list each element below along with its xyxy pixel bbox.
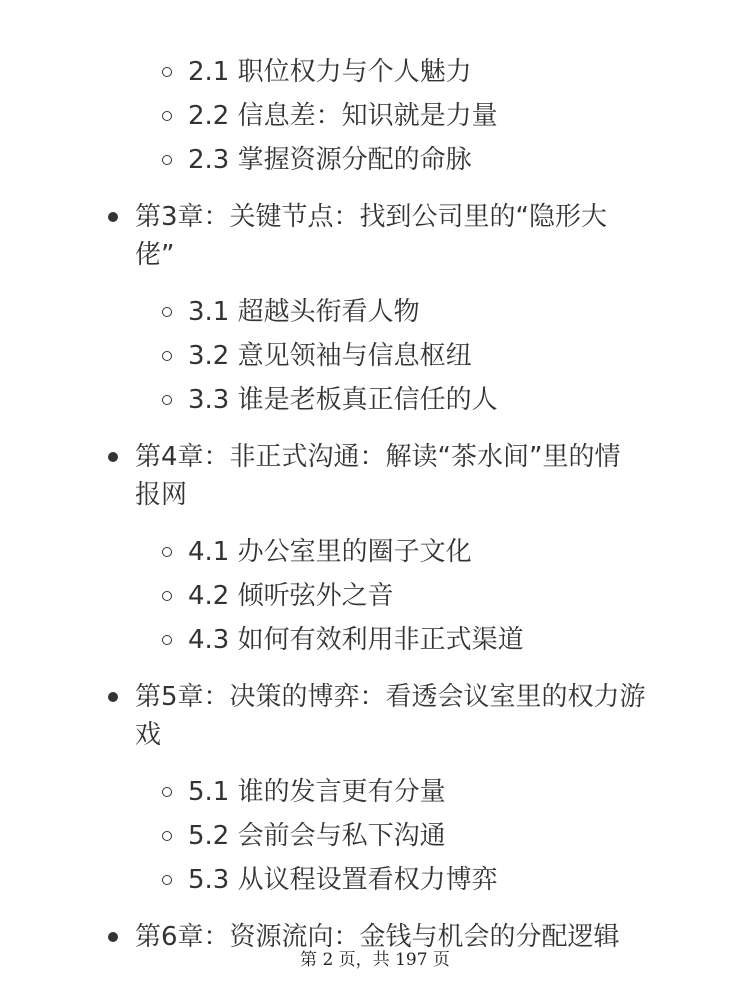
list-bullet-icon: [108, 932, 118, 942]
toc-chapter-5-line1: 第5章：决策的博弈：看透会议室里的权力游: [135, 682, 646, 712]
toc-chapter-4-line1: 第4章：非正式沟通：解读“茶水间”里的情: [135, 442, 621, 472]
toc-subitem-5-3: 5.3 从议程设置看权力博弈: [188, 865, 498, 895]
list-bullet-icon: [162, 831, 172, 841]
list-bullet-icon: [162, 591, 172, 601]
toc-subitem-3-1: 3.1 超越头衔看人物: [188, 297, 420, 327]
toc-chapter-3-line2: 佬”: [135, 240, 175, 270]
toc-chapter-6-line1: 第6章：资源流向：金钱与机会的分配逻辑: [135, 922, 620, 952]
toc-chapter-5-line2: 戏: [135, 720, 162, 750]
toc-subitem-2-2: 2.2 信息差：知识就是力量: [188, 101, 498, 131]
toc-subitem-5-1: 5.1 谁的发言更有分量: [188, 777, 446, 807]
list-bullet-icon: [162, 67, 172, 77]
toc-subitem-5-2: 5.2 会前会与私下沟通: [188, 821, 446, 851]
toc-subitem-2-3: 2.3 掌握资源分配的命脉: [188, 145, 472, 175]
toc-subitem-4-3: 4.3 如何有效利用非正式渠道: [188, 625, 524, 655]
list-bullet-icon: [162, 307, 172, 317]
toc-chapter-3-line1: 第3章：关键节点：找到公司里的“隐形大: [135, 202, 608, 232]
toc-subitem-4-1: 4.1 办公室里的圈子文化: [188, 537, 472, 567]
list-bullet-icon: [162, 351, 172, 361]
list-bullet-icon: [162, 395, 172, 405]
toc-chapter-4-line2: 报网: [135, 480, 188, 510]
list-bullet-icon: [162, 875, 172, 885]
list-bullet-icon: [162, 547, 172, 557]
toc-subitem-3-3: 3.3 谁是老板真正信任的人: [188, 385, 498, 415]
toc-subitem-2-1: 2.1 职位权力与个人魅力: [188, 57, 472, 87]
list-bullet-icon: [162, 111, 172, 121]
list-bullet-icon: [108, 692, 118, 702]
list-bullet-icon: [108, 212, 118, 222]
toc-subitem-4-2: 4.2 倾听弦外之音: [188, 581, 394, 611]
list-bullet-icon: [162, 635, 172, 645]
toc-subitem-3-2: 3.2 意见领袖与信息枢纽: [188, 341, 472, 371]
page-number-footer: 第 2 页，共 197 页: [300, 950, 450, 970]
list-bullet-icon: [108, 452, 118, 462]
list-bullet-icon: [162, 155, 172, 165]
list-bullet-icon: [162, 787, 172, 797]
